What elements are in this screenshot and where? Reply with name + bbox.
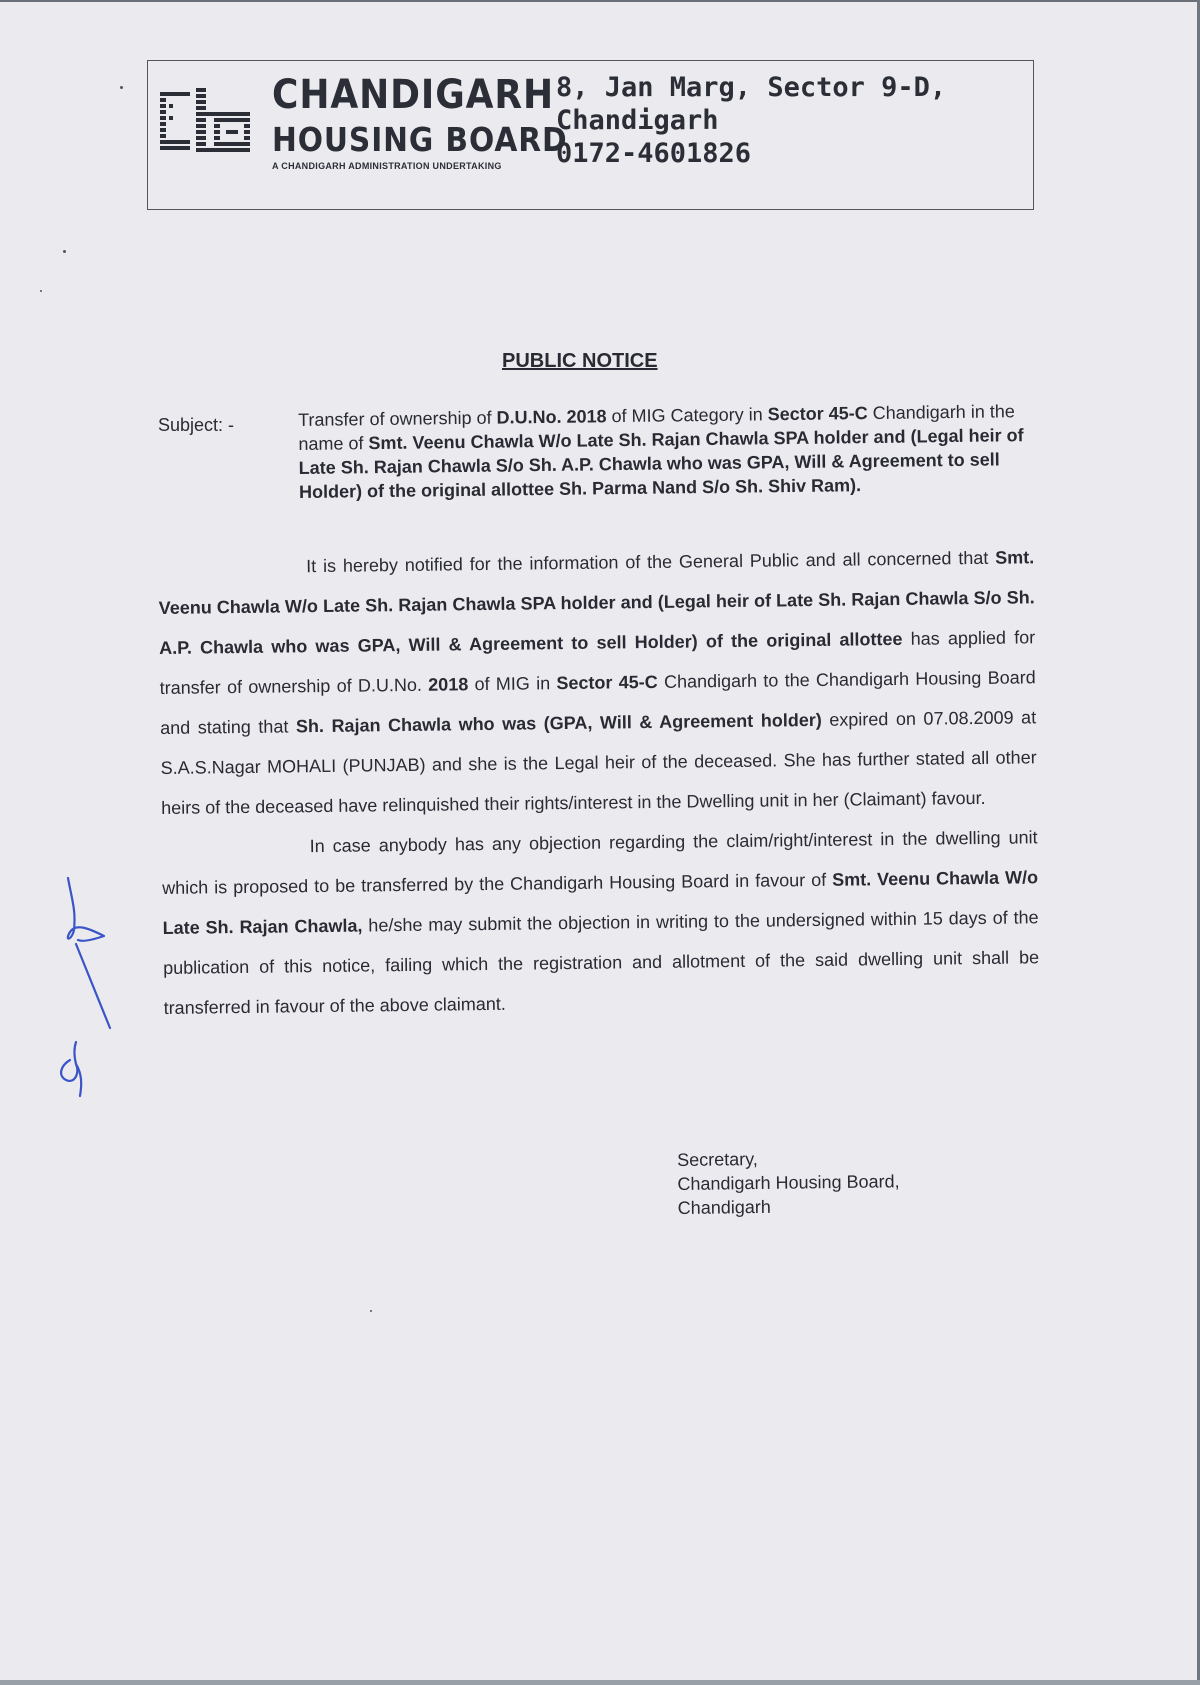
text-run: It is hereby notified for the information of the General Public and all concerned that (306, 547, 996, 577)
text-run: has applied for transfer of ownership of D.U.No. (159, 627, 1036, 698)
signatory-title: Secretary, (677, 1149, 758, 1170)
org-name-line1: CHANDIGARH (272, 72, 555, 118)
scan-speck (370, 1310, 372, 1312)
scan-speck (63, 250, 66, 253)
text-run: In case anybody has any objection regarding the claim/right/interest in the dwelling unit which is proposed to be transferred by the Chandigarh Housing Board in favour of (162, 827, 1038, 898)
handwritten-initials-icon (52, 870, 132, 1100)
org-name-line2: HOUSING BOARD (272, 120, 568, 159)
text-run: he/she may submit the objection in writing to the undersigned within 15 days of the publication of this notice, failing which the registration and allotment of the said dwelling unit shall be transferred in favour of the above claimant. (163, 907, 1040, 1018)
notice-title: PUBLIC NOTICE (502, 350, 658, 372)
bold-text-run: Sector 45-C (556, 671, 658, 694)
org-tagline: A CHANDIGARH ADMINISTRATION UNDERTAKING (272, 161, 502, 171)
text-run: Chandigarh to the Chandigarh Housing Board and stating that (160, 667, 1036, 738)
org-address (556, 71, 946, 170)
bold-text-run: Sh. Rajan Chawla who was (GPA, Will & Agreement holder) (295, 709, 822, 737)
scan-speck (120, 86, 123, 89)
chb-building-logo-icon (158, 86, 254, 154)
notice-paragraph (161, 817, 1039, 1028)
subject-label: Subject: - (158, 415, 235, 435)
signatory-city: Chandigarh (677, 1196, 771, 1218)
signature-block (677, 1145, 900, 1220)
bold-text-run: Smt. Veenu Chawla W/o Late Sh. Rajan Chawla SPA holder and (Legal heir of Late Sh. Rajan Chawla S/o Sh. A.P. Chawla who was GPA, Will & Agreement to sell Holder) of the original allottee (158, 547, 1035, 658)
text-run: Chandigarh in the name of (298, 401, 1015, 454)
scan-speck (40, 290, 42, 292)
text-run: Transfer of ownership of (298, 407, 497, 430)
letterhead (147, 60, 1034, 210)
text-run: of MIG Category in (606, 404, 768, 427)
phone-number: 0172-4601826 (556, 138, 752, 169)
notice-paragraph (158, 537, 1037, 828)
bold-text-run: Smt. Veenu Chawla W/o Late Sh. Rajan Chawla SPA holder and (Legal heir of Late Sh. Rajan Chawla S/o Sh. A.P. Chawla who was GPA, Will & Agreement to sell Holder) of the original allottee Sh. Parma Nand S/o Sh. Shiv Ram). (298, 425, 1024, 502)
bold-text-run: 2018 (428, 674, 469, 695)
text-run: of MIG in (468, 673, 557, 695)
bold-text-run: Smt. Veenu Chawla W/o Late Sh. Rajan Chawla, (162, 867, 1039, 938)
scan-edge-bottom (0, 1680, 1200, 1685)
signatory-org: Chandigarh Housing Board, (677, 1171, 900, 1194)
address-line1: 8, Jan Marg, Sector 9-D, (556, 72, 947, 103)
address-line2: Chandigarh (556, 105, 719, 136)
scan-edge-top (0, 0, 1200, 2)
bold-text-run: Sector 45-C (767, 403, 868, 425)
text-run: expired on 07.08.2009 at S.A.S.Nagar MOHALI (PUNJAB) and she is the Legal heir of the deceased. She has further stated all other heirs of the deceased have relinquished their rights/interest in the Dwelling unit in her (Claimant) favour. (160, 707, 1037, 818)
subject-text (298, 399, 1034, 504)
notice-body (158, 537, 1040, 1028)
bold-text-run: D.U.No. 2018 (496, 406, 607, 428)
